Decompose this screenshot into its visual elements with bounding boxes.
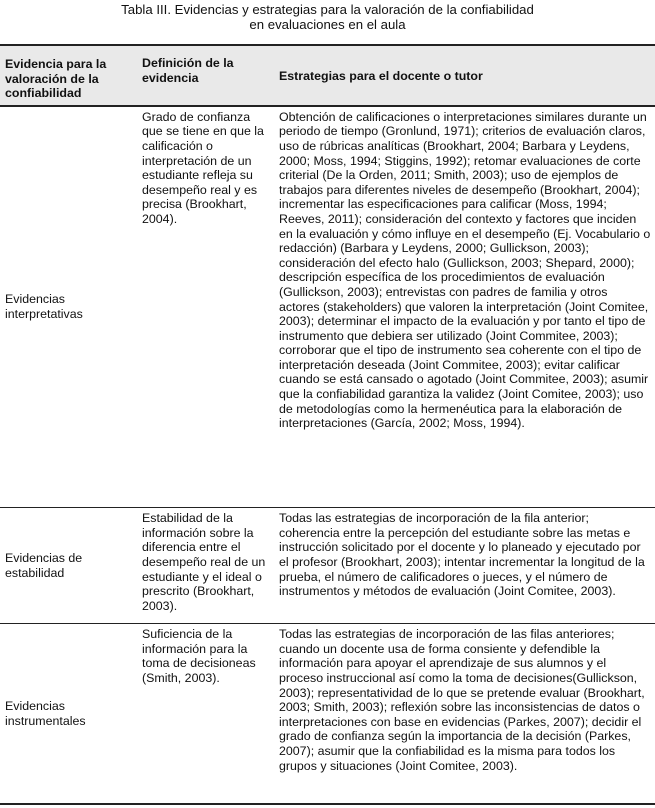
definition-cell: Estabilidad de la información sobre la diferencia entre el desempeño real de un estudiante y el ideal o prescrito (Brookhart, 2003).	[137, 508, 274, 624]
table-caption	[0, 0, 655, 36]
table-row-estabilidad	[0, 508, 655, 624]
table-header-row	[0, 45, 655, 106]
evidence-cell: Evidencias de estabilidad	[0, 508, 137, 624]
table-row-instrumentales	[0, 624, 655, 804]
definition-cell: Grado de confianza que se tiene en que la calificación o interpretación de un estudiante refleja su desempeño real y es precisa (Brookhart, 2004).	[137, 106, 274, 508]
evidence-cell: Evidencias interpretativas	[0, 106, 137, 508]
table-row-interpretativas	[0, 106, 655, 508]
caption-line-1: Tabla III. Evidencias y estrategias para la valoración de la confiabilidad	[121, 2, 534, 17]
strategies-cell: Todas las estrategias de incorporación de las filas anteriores; cuando un docente usa de forma consiente y defendible la información para apoyar el aprendizaje de sus alumnos y el proceso instruccional así como la toma de decisiones(Gullickson, 2003); representatividad de lo que se pretende evaluar (Brookhart, 2003; Smith, 2003); reflexión sobre las inconsistencias de datos o interpretaciones con base en evidencias (Parkes, 2007); decidir el grado de confianza según la importancia de la decisión (Parkes, 2007); asumir que la confiabilidad es la misma para todos los grupos y situaciones (Joint Comitee, 2003).	[274, 624, 655, 804]
header-strategies: Estrategias para el docente o tutor	[274, 45, 655, 106]
strategies-cell: Obtención de calificaciones o interpretaciones similares durante un periodo de tiempo (Gronlund, 1971); criterios de evaluación claros, uso de rúbricas analíticas (Brookhart, 2004; Barbara y Leydens, 2000; Moss, 1994; Stiggins, 1992); retomar evaluaciones de corte criterial (De la Orden, 2011; Smith, 2003); uso de ejemplos de trabajos para diferentes niveles de desempeño (Brookhart, 2004); incrementar las especificaciones para calificar (Moss, 1994; Reeves, 2011); consideración del contexto y factores que inciden en la evaluación y cómo influye en el desempeño (Ej. Vocabulario o redacción) (Barbara y Leydens, 2000; Gullickson, 2003); consideración del efecto halo (Gullickson, 2003; Shepard, 2000); descripción específica de los procedimientos de evaluación (Gullickson, 2003); entrevistas con padres de familia y otros actores (stakeholders) que valoren la interpretación (Joint Comitee, 2003); determinar el impacto de la evaluación y por tanto el tipo de instrumento que debiera ser utilizado (Joint Commitee, 2003); corroborar que el tipo de instrumento sea coherente con el tipo de interpretación deseada (Joint Commitee, 2003); evitar calificar cuando se está cansado o agotado (Joint Commitee, 2003); asumir que la confiabilidad garantiza la validez (Joint Comitee, 2003); uso de metodologías como la hermenéutica para la elaboración de interpretaciones (García, 2002; Moss, 1994).	[274, 106, 655, 508]
caption-line-2: en evaluaciones en el aula	[249, 17, 406, 32]
evidence-cell: Evidencias instrumentales	[0, 624, 137, 804]
strategies-cell: Todas las estrategias de incorporación de la fila anterior; coherencia entre la percepción del estudiante sobre las metas e instrucción solicitado por el docente y lo planeado y ejecutado por el profesor (Brookhart, 2003); intentar incrementar la longitud de la prueba, el número de calificadores o jueces, y el número de instrumentos y métodos de evaluación (Joint Comitee, 2003).	[274, 508, 655, 624]
header-evidence: Evidencia para la valoración de la confiabilidad	[0, 45, 137, 106]
definition-cell: Suficiencia de la información para la toma de decisioneas (Smith, 2003).	[137, 624, 274, 804]
evidence-table	[0, 44, 655, 805]
header-definition: Definición de la evidencia	[137, 45, 274, 106]
